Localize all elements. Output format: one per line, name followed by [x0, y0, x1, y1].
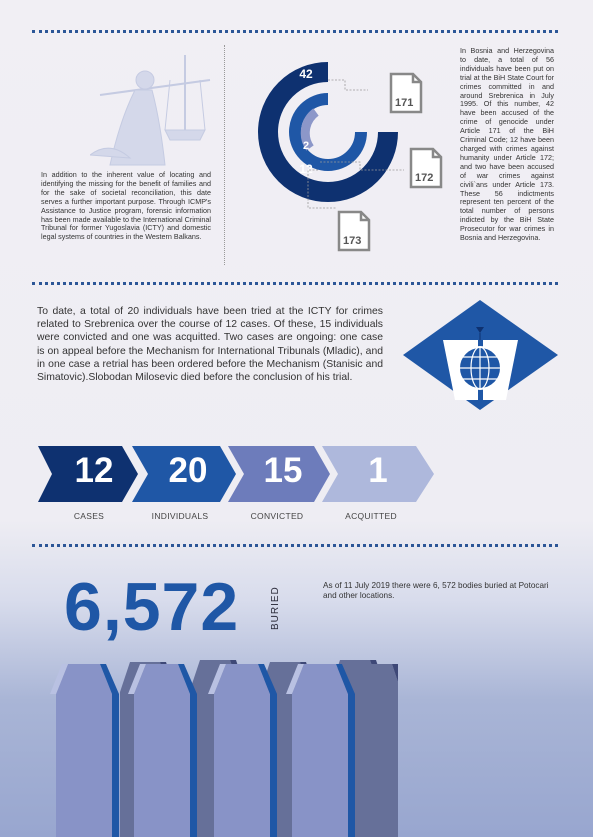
buried-note: As of 11 July 2019 there were 6, 572 bodies buried at Potocari and other locations. [323, 581, 549, 601]
bih-paragraph: In Bosnia and Herzegovina to date, a total of 56 individuals have been put on trial at the BiH State Court for crimes committed in and around Srebrenica in July 1995. Of this number, 42 have been accused of the crime of genocide under Article 171 of the BiH Criminal Code; 12 have been charged with crimes against humanity under Article 172; and two have been accused of war crimes against civili`ans under Article 173. These 56 indictments represent ten percent of the total number of persons indicted by the BiH State Prosecutor for war crimes in Bosnia and Herzegovina. [460, 46, 554, 243]
section-divider [32, 544, 558, 547]
donut-inner-label: 12 [299, 162, 313, 176]
intro-paragraph: In addition to the inherent value of locating and identifying the missing for the benefit of families and for the sake of societal reconciliation, this date serves a further important purpose. Through ICMP's Assistance to Justice program, forensic information has been made available to the International Criminal Tribunal for former Yugoslavia (ICTY) and domestic legal systems of countries in the Western Balkans. [41, 170, 211, 242]
icty-paragraph: To date, a total of 20 individuals have been tried at the ICTY for crimes related to Srebrenica over the course of 12 cases. Of these, 15 individuals were convicted and one was acquitted. Two cases are ongoing: one case is on appeal before the Mechanism for International Tribunals (Mladic), and in one case a retrial has been ordered before the Mechanism (Stanisic and Simatovic).Slobodan Milosevic died before the conclusion of his trial. [37, 306, 383, 384]
document-label-173: 173 [343, 235, 362, 247]
top-divider [32, 30, 558, 33]
stat-convicted-label: CONVICTED [250, 511, 304, 521]
buried-label: BURIED [270, 586, 281, 630]
document-label-172: 172 [415, 172, 434, 184]
donut-outer-label: 42 [299, 67, 313, 81]
buried-count: 6,572 [64, 569, 240, 645]
stat-convicted-value: 15 [263, 451, 303, 490]
stat-cases-label: CASES [73, 511, 105, 521]
stat-acquitted-label: ACQUITTED [345, 511, 397, 521]
lady-justice-icon [90, 40, 225, 170]
stat-cases-value: 12 [74, 451, 114, 490]
section-divider [32, 282, 558, 285]
column-separator [224, 45, 225, 265]
stat-individuals-label: INDIVIDUALS [151, 511, 209, 521]
stat-acquitted-value: 1 [368, 451, 388, 490]
grave-markers-illustration [38, 650, 398, 837]
icty-emblem-icon [403, 300, 558, 410]
stat-individuals-value: 20 [168, 451, 208, 490]
document-label-171: 171 [395, 97, 414, 109]
donut-middle-label: 2 [302, 140, 310, 152]
